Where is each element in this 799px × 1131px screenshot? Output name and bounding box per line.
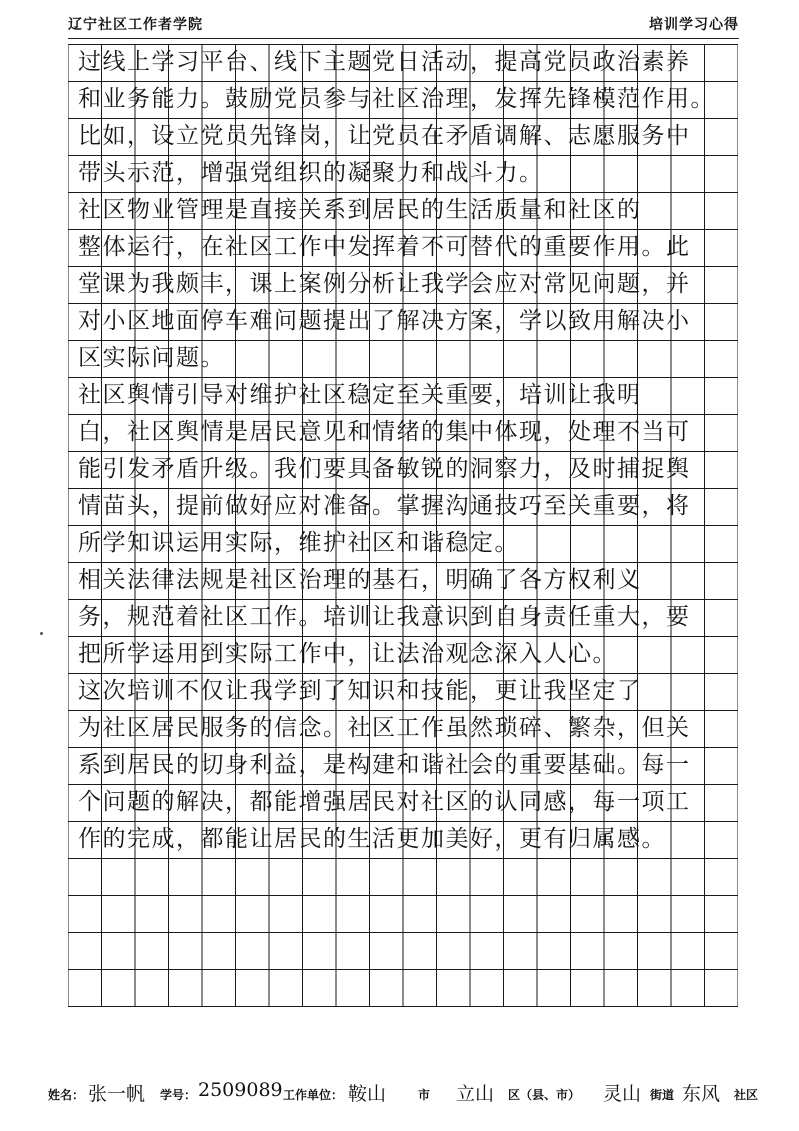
- student-id-value: 2509089: [198, 1079, 283, 1101]
- handwritten-line: 个问题的解决，都能增强居民对社区的认同感，每一项工: [78, 789, 691, 815]
- header-divider: [68, 38, 739, 39]
- district-label: 区（县、市）: [508, 1088, 581, 1102]
- community-label: 社区: [734, 1088, 759, 1102]
- institute-name: 辽宁社区工作者学院: [68, 17, 203, 33]
- handwritten-line: 整体运行，在社区工作中发挥着不可替代的重要作用。此: [78, 234, 691, 260]
- handwritten-line: 社区舆情引导对维护社区稳定至关重要，培训让我明: [78, 382, 642, 408]
- handwritten-line: 白，社区舆情是居民意见和情绪的集中体现，处理不当可: [78, 419, 691, 445]
- handwritten-line: 系到居民的切身利益，是构建和谐社会的重要基础。每一: [78, 752, 691, 778]
- city-value: 鞍山: [348, 1083, 387, 1105]
- handwritten-line: 务，规范着社区工作。培训让我意识到自身责任重大，要: [78, 604, 691, 630]
- handwritten-line: 为社区居民服务的信念。社区工作虽然琐碎、繁杂，但关: [78, 715, 691, 741]
- handwritten-line: 堂课为我颇丰，课上案例分析让我学会应对常见问题，并: [78, 271, 691, 297]
- community-value: 东风: [682, 1083, 721, 1105]
- margin-mark: [40, 632, 43, 635]
- handwritten-line: 相关法律法规是社区治理的基石，明确了各方权利义: [78, 567, 642, 593]
- handwritten-line: 和业务能力。鼓励党员参与社区治理，发挥先锋模范作用。: [78, 86, 715, 112]
- handwritten-line: [68, 969, 738, 1006]
- handwritten-line: 社区物业管理是直接关系到居民的生活质量和社区的: [78, 197, 642, 223]
- handwritten-line: 带头示范，增强党组织的凝聚力和战斗力。: [78, 160, 544, 186]
- handwritten-line: 过线上学习平台、线下主题党日活动，提高党员政治素养: [78, 49, 691, 75]
- handwritten-line: 作的完成，都能让居民的生活更加美好，更有归属感。: [78, 826, 666, 852]
- work-unit-label: 工作单位：: [283, 1088, 344, 1102]
- handwritten-line: 这次培训不仅让我学到了知识和技能，更让我坚定了: [78, 678, 642, 704]
- street-value: 灵山: [603, 1083, 642, 1105]
- name-value: 张一帆: [88, 1083, 146, 1105]
- handwritten-line: [68, 932, 738, 969]
- handwritten-line: 区实际问题。: [78, 345, 225, 371]
- handwritten-line: 能引发矛盾升级。我们要具备敏锐的洞察力，及时捕捉舆: [78, 456, 691, 482]
- writing-sheet: [68, 44, 738, 1052]
- name-label: 姓名：: [48, 1088, 85, 1102]
- handwritten-line: 把所学运用到实际工作中，让法治观念深入人心。: [78, 641, 617, 667]
- district-value: 立山: [456, 1083, 495, 1105]
- handwritten-line: 比如，设立党员先锋岗，让党员在矛盾调解、志愿服务中: [78, 123, 691, 149]
- document-title: 培训学习心得: [649, 17, 739, 33]
- street-label: 街道: [650, 1088, 675, 1102]
- student-info-footer: [48, 1078, 768, 1108]
- handwritten-line: 情苗头，提前做好应对准备。掌握沟通技巧至关重要，将: [78, 493, 691, 519]
- handwritten-line: [68, 895, 738, 932]
- city-label: 市: [418, 1088, 431, 1102]
- student-id-label: 学号：: [160, 1088, 197, 1102]
- handwritten-line: [68, 858, 738, 895]
- handwritten-line: 所学知识运用实际，维护社区和谐稳定。: [78, 530, 519, 556]
- handwritten-line: 对小区地面停车难问题提出了解决方案，学以致用解决小: [78, 308, 691, 334]
